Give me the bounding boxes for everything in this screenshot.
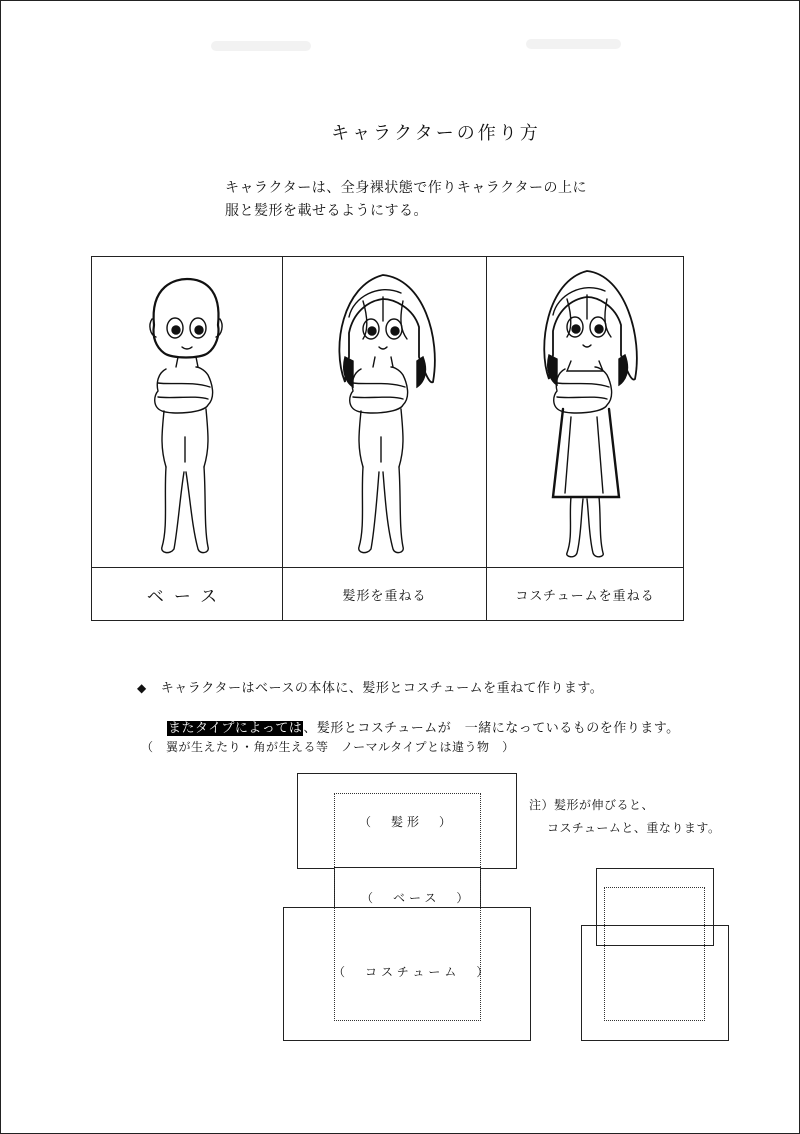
hair-figure-illustration — [283, 257, 487, 567]
bullet-text: キャラクターはベースの本体に、髪形とコスチュームを重ねて作ります。 — [160, 681, 604, 696]
scan-smudge — [526, 39, 621, 49]
panel-costume — [487, 257, 683, 620]
panel-caption-costume: コスチュームを重ねる — [487, 567, 683, 621]
panel-hair — [283, 257, 487, 620]
paren-note: （ 翼が生えたり・角が生える等 ノーマルタイプとは違う物 ） — [141, 740, 515, 754]
side-note-line-1: 注）髪形が伸びると、 — [529, 798, 655, 812]
diamond-icon: ◆ — [137, 681, 147, 695]
page-title: キャラクターの作り方 — [331, 123, 541, 144]
intro-line-1: キャラクターは、全身裸状態で作りキャラクターの上に — [225, 180, 587, 196]
intro-text — [225, 177, 587, 223]
side-note — [529, 794, 720, 840]
type-note-rest: 、髪形とコスチュームが 一緒になっているものを作ります。 — [303, 721, 680, 736]
intro-line-2: 服と髪形を載せるようにする。 — [225, 203, 428, 219]
panel-caption-base: ベース — [92, 567, 282, 621]
side-note-line-2: コスチュームと、重なります。 — [547, 821, 721, 835]
highlighted-text: またタイプによっては — [168, 721, 303, 736]
hair-label: （ 髪形 ） — [359, 815, 456, 829]
costume-figure-illustration — [487, 257, 683, 567]
type-note — [167, 717, 680, 736]
panel-caption-hair: 髪形を重ねる — [283, 567, 486, 621]
base-figure-illustration — [92, 257, 282, 567]
bullet-note — [137, 677, 603, 696]
panel-base — [92, 257, 283, 620]
base-label: （ ベース ） — [361, 891, 473, 905]
character-panels — [91, 256, 684, 621]
costume-label: （ コスチューム ） — [333, 965, 493, 979]
overlap-base-dotted — [604, 887, 705, 1021]
scan-smudge — [211, 41, 311, 51]
